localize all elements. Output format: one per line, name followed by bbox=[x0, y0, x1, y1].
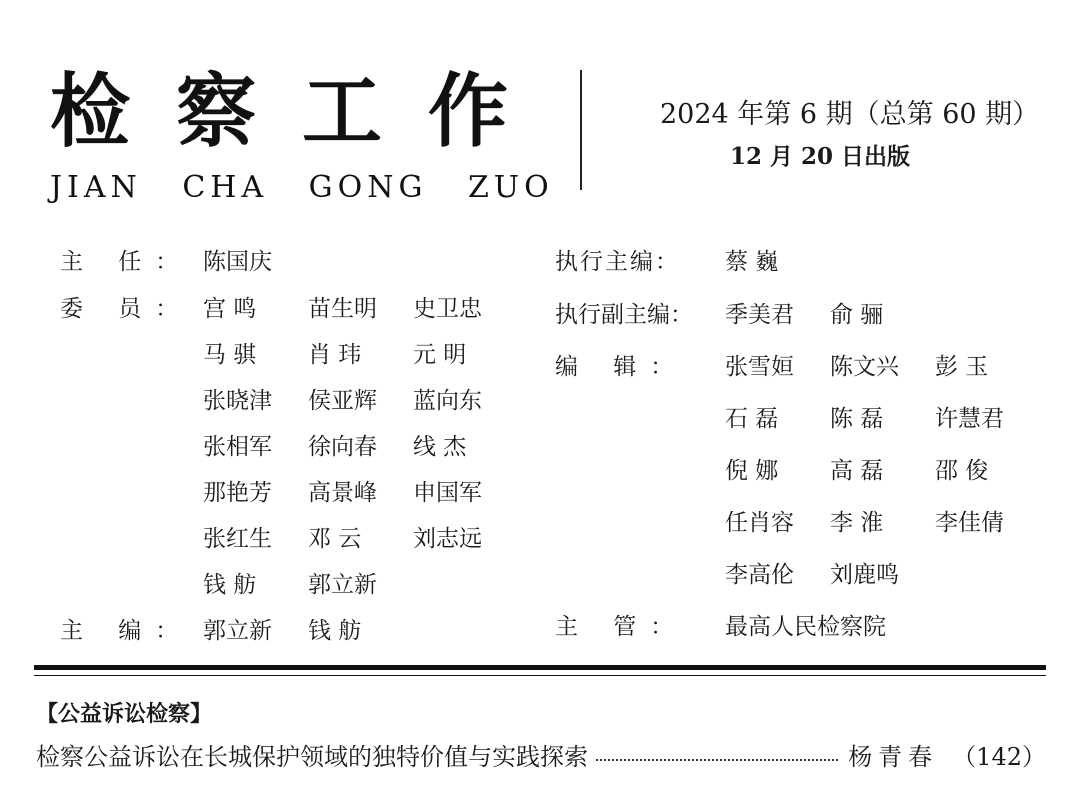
member-name: 钱 舫 bbox=[203, 572, 257, 598]
member-name: 蓝向东 bbox=[413, 388, 482, 414]
member-name: 张相军 bbox=[203, 434, 272, 460]
toc-leader-dots bbox=[596, 759, 838, 761]
member-name: 肖 玮 bbox=[308, 342, 362, 368]
chief-editor-name: 郭立新 bbox=[203, 618, 272, 644]
journal-title: 检察工作 bbox=[50, 65, 554, 158]
member-name: 宫 鸣 bbox=[203, 296, 257, 322]
member-name: 郭立新 bbox=[308, 572, 377, 598]
exec-chief-name: 蔡 巍 bbox=[725, 249, 779, 275]
editor-name: 倪 娜 bbox=[725, 458, 779, 484]
separator-thin bbox=[34, 675, 1046, 676]
supervisor-name: 最高人民检察院 bbox=[725, 614, 886, 640]
member-name: 苗生明 bbox=[308, 296, 377, 322]
journal-title-pinyin: JIAN CHA GONG ZUO bbox=[50, 170, 554, 205]
editor-name: 任肖容 bbox=[725, 510, 794, 536]
toc-entry[interactable] bbox=[36, 737, 1046, 771]
masthead-divider bbox=[580, 70, 582, 190]
editor-name: 许慧君 bbox=[935, 406, 1004, 432]
editor-name: 陈 磊 bbox=[830, 406, 884, 432]
editor-name: 李高伦 bbox=[725, 562, 794, 588]
toc-entry-title: 检察公益诉讼在长城保护领域的独特价值与实践探索 bbox=[36, 742, 588, 771]
member-name: 史卫忠 bbox=[413, 296, 482, 322]
member-name: 邓 云 bbox=[308, 526, 362, 552]
chief-editor-label: 主 编： bbox=[60, 618, 193, 644]
exec-chief-label: 执行主编： bbox=[555, 249, 680, 275]
exec-deputy-label: 执行副主编： bbox=[555, 302, 693, 328]
member-name: 线 杰 bbox=[413, 434, 467, 460]
editor-name: 石 磊 bbox=[725, 406, 779, 432]
editor-name: 李 淮 bbox=[830, 510, 884, 536]
editor-name: 邵 俊 bbox=[935, 458, 989, 484]
editor-name: 陈文兴 bbox=[830, 354, 899, 380]
member-name: 张红生 bbox=[203, 526, 272, 552]
toc-entry-author: 杨青春 bbox=[848, 742, 939, 771]
editor-name: 彭 玉 bbox=[935, 354, 989, 380]
chief-editor-name: 钱 舫 bbox=[308, 618, 362, 644]
toc-section-heading: 【公益诉讼检察】 bbox=[36, 702, 213, 727]
member-name: 申国军 bbox=[413, 480, 482, 506]
editor-name: 张雪姮 bbox=[725, 354, 794, 380]
member-name: 元 明 bbox=[413, 342, 467, 368]
toc-entry-page: （142） bbox=[952, 742, 1046, 771]
member-name: 高景峰 bbox=[308, 480, 377, 506]
member-name: 侯亚辉 bbox=[308, 388, 377, 414]
director-name: 陈国庆 bbox=[203, 249, 272, 275]
exec-deputy-name: 季美君 bbox=[725, 302, 794, 328]
member-name: 马 骐 bbox=[203, 342, 257, 368]
member-name: 徐向春 bbox=[308, 434, 377, 460]
member-name: 刘志远 bbox=[413, 526, 482, 552]
publication-date: 12 月 20 日出版 bbox=[730, 143, 911, 170]
editor-name: 李佳倩 bbox=[935, 510, 1004, 536]
exec-deputy-name: 俞 骊 bbox=[830, 302, 884, 328]
editors-label: 编 辑： bbox=[555, 354, 688, 380]
editor-name: 高 磊 bbox=[830, 458, 884, 484]
members-label: 委 员： bbox=[60, 296, 193, 322]
supervisor-label: 主 管： bbox=[555, 614, 688, 640]
member-name: 张晓津 bbox=[203, 388, 272, 414]
separator-thick bbox=[34, 665, 1046, 670]
director-label: 主 任： bbox=[60, 249, 193, 275]
issue-number: 2024 年第 6 期（总第 60 期） bbox=[660, 99, 1040, 130]
member-name: 那艳芳 bbox=[203, 480, 272, 506]
editor-name: 刘鹿鸣 bbox=[830, 562, 899, 588]
